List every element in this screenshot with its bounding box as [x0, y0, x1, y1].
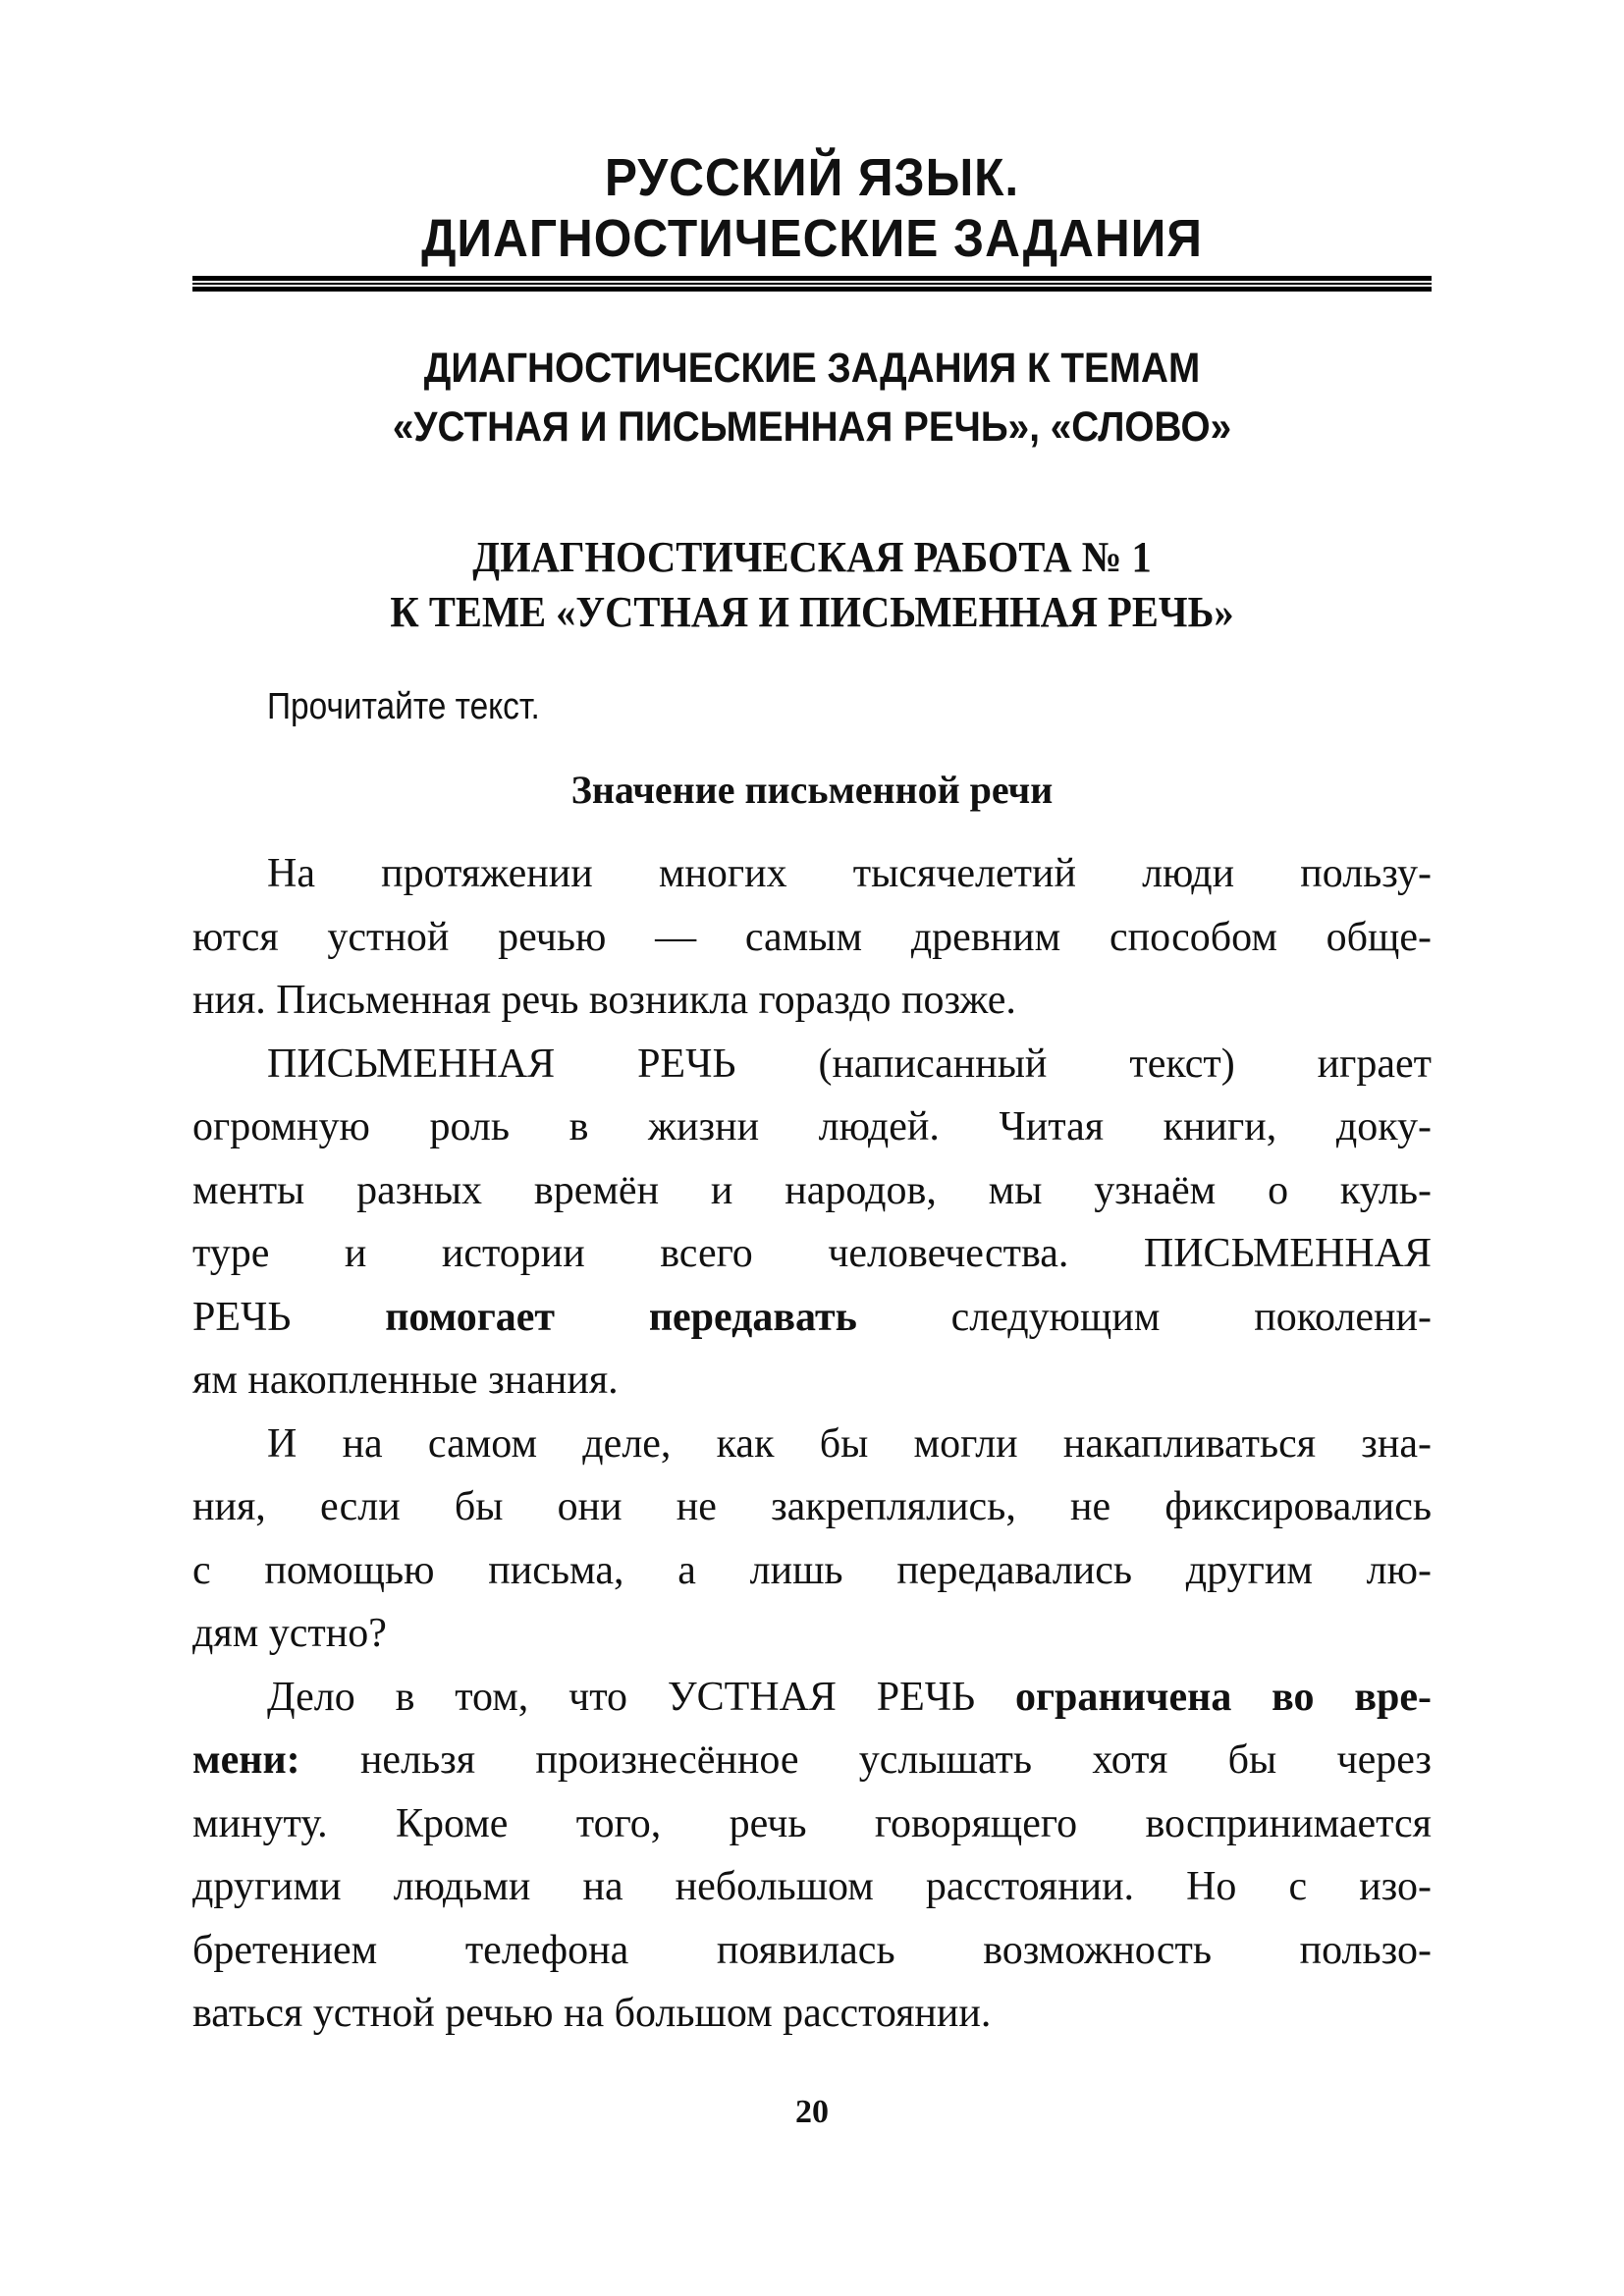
text-line: другими людьми на небольшом расстоянии. Но с изо- — [192, 1864, 1432, 1909]
text-line: На протяжении многих тысячелетий люди пользу- — [267, 851, 1432, 896]
emphasis-text: помогает передавать — [385, 1294, 857, 1340]
work-heading-line-1: ДИАГНОСТИЧЕСКАЯ РАБОТА № 1 — [472, 533, 1152, 581]
reading-text-title: Значение письменной речи — [570, 768, 1054, 812]
paragraph-2 — [192, 1033, 1432, 1413]
work-heading-line-2: К ТЕМЕ «УСТНАЯ И ПИСЬМЕННАЯ РЕЧЬ» — [390, 588, 1234, 636]
text-line: с помощью письма, а лишь передавались другим лю- — [192, 1547, 1432, 1593]
paragraph-1 — [192, 842, 1432, 1033]
text-line: менты разных времён и народов, мы узнаём о куль- — [192, 1167, 1432, 1213]
divider-bar-middle — [192, 283, 1432, 285]
text-line: И на самом деле, как бы могли накапливаться зна- — [267, 1420, 1432, 1467]
text-line: минуту. Кроме того, речь говорящего воспринимается — [192, 1800, 1432, 1846]
text-line: ния, если бы они не закреплялись, не фиксировались — [192, 1484, 1432, 1529]
paragraph-4 — [192, 1666, 1432, 2046]
work-heading — [242, 530, 1381, 640]
text-line: бретением телефона появилась возможность пользо- — [192, 1927, 1432, 1973]
section-heading-line-1: ДИАГНОСТИЧЕСКИЕ ЗАДАНИЯ К ТЕМАМ — [423, 345, 1201, 392]
text-line: дям устно? — [192, 1611, 387, 1656]
emphasis-text: ограничена во вре- — [1014, 1674, 1433, 1720]
text-line: ются устной речью — самым древним способом обще- — [192, 914, 1432, 960]
title-divider — [192, 276, 1432, 292]
page-title-line-2: ДИАГНОСТИЧЕСКИЕ ЗАДАНИЯ — [421, 209, 1203, 268]
text-line: ния. Письменная речь возникла гораздо позже. — [192, 978, 1016, 1023]
text-line — [192, 1286, 1432, 1350]
text-line — [192, 1666, 1432, 1730]
reading-text-body — [192, 842, 1432, 2046]
text-line: ПИСЬМЕННАЯ РЕЧЬ (написанный текст) играет — [267, 1041, 1432, 1087]
text-fragment: нельзя произнесённое услышать хотя бы через — [299, 1737, 1432, 1783]
section-heading-line-2: «УСТНАЯ И ПИСЬМЕННАЯ РЕЧЬ», «СЛОВО» — [392, 403, 1232, 451]
text-line: огромную роль в жизни людей. Читая книги, доку- — [192, 1104, 1432, 1149]
page-title-line-1: РУССКИЙ ЯЗЫК. — [604, 148, 1020, 207]
text-fragment: РЕЧЬ — [192, 1294, 386, 1340]
page-number: 20 — [795, 2094, 829, 2130]
text-line — [192, 1729, 1432, 1792]
text-line: ям накопленные знания. — [192, 1358, 619, 1403]
text-fragment: Дело в том, что УСТНАЯ РЕЧЬ — [267, 1674, 1015, 1720]
section-heading — [254, 339, 1370, 456]
page-title — [242, 147, 1381, 269]
text-fragment: следующим поколени- — [856, 1294, 1432, 1340]
text-line: туре и истории всего человечества. ПИСЬМЕННАЯ — [192, 1231, 1432, 1276]
text-line: ваться устной речью на большом расстоянии. — [192, 1991, 992, 2036]
divider-bar-top — [192, 276, 1432, 281]
emphasis-text: мени: — [192, 1737, 300, 1783]
instruction-text: Прочитайте текст. — [267, 686, 540, 727]
paragraph-3 — [192, 1413, 1432, 1666]
divider-bar-bottom — [192, 287, 1432, 292]
